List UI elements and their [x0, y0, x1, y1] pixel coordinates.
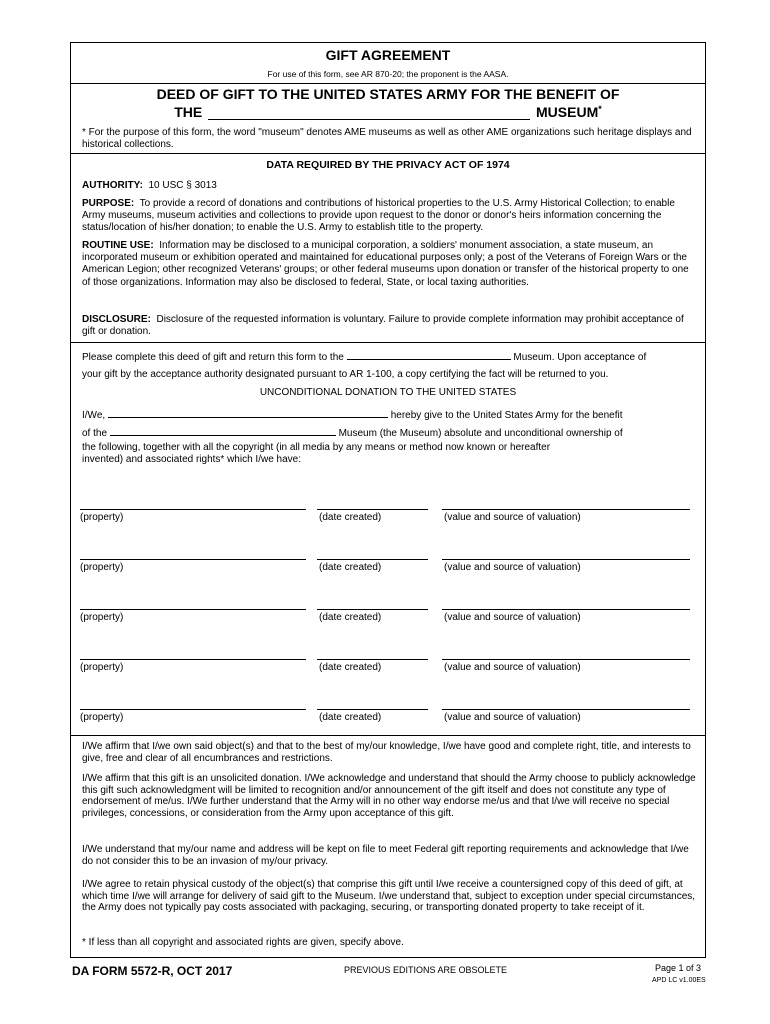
disclosure-text: DISCLOSURE: Disclosure of the requested information is voluntary. Failure to provide complete information may prohibit acceptance of gift or donation.: [82, 314, 684, 338]
donor-name-field[interactable]: [108, 406, 388, 418]
date-label: (date created): [319, 712, 382, 723]
affirm-unsolicited: I/We affirm that this gift is an unsolicited donation. I/We acknowledge and understand that should the Army choose to publicly acknowledge this gift such acknowledgment will be limited to recognition and/or announcement of the gift itself and does not constitute any type of endorsement of me/us. I/We further understand that the Army will in no other way endorse me/us and that I/we will receive no special privileges, concessions, or consideration from the Army upon acceptance of this gift.: [82, 773, 696, 819]
valuation-field[interactable]: [442, 709, 690, 710]
property-label: (property): [80, 712, 124, 723]
donor-paragraph: I/We, hereby give to the United States Army for the benefit of the Museum (the Museum) absolute and unconditional ownership of the following, together with all the copyright (in all media by any means or method now known or hereafter invented) and associated rights* which I/we have:: [82, 406, 695, 466]
valuation-label: (value and source of valuation): [444, 612, 581, 623]
divider: [71, 153, 705, 154]
valuation-label: (value and source of valuation): [444, 512, 581, 523]
date-created-field[interactable]: [317, 509, 428, 510]
property-field[interactable]: [80, 659, 306, 660]
date-created-field[interactable]: [317, 559, 428, 560]
purpose-text: PURPOSE: To provide a record of donations and contributions of historical properties to the U.S. Army Historical Collection; to enable Army museums, museum activities and collections to provide upon request to the donor or donor's heirs information concerning the status/location of his/her donation; to enable the U.S. Army to establish title to the property.: [82, 198, 675, 234]
date-created-field[interactable]: [317, 609, 428, 610]
valuation-field[interactable]: [442, 659, 690, 660]
valuation-field[interactable]: [442, 609, 690, 610]
date-label: (date created): [319, 512, 382, 523]
date-created-field[interactable]: [317, 659, 428, 660]
affirm-privacy: I/We understand that my/our name and address will be kept on file to meet Federal gift reporting requirements and acknowledge that I/we do not consider this to be an invasion of my/our privacy.: [82, 844, 689, 867]
valuation-label: (value and source of valuation): [444, 562, 581, 573]
affirm-custody: I/We agree to retain physical custody of the object(s) that comprise this gift until I/we receive a countersigned copy of this deed of gift, at which time I/we will arrange for delivery of said gift to the Museum. I/we understand that, subject to exception under special circumstances, the Army does not typically pay costs associated with packaging, securing, or transporting donated property to take receipt of it.: [82, 879, 696, 913]
form-subtitle: For use of this form, see AR 870-20; the proponent is the AASA.: [267, 69, 509, 79]
date-label: (date created): [319, 562, 382, 573]
form-id: DA FORM 5572-R, OCT 2017: [72, 964, 233, 978]
previous-editions: PREVIOUS EDITIONS ARE OBSOLETE: [344, 965, 508, 975]
property-field[interactable]: [80, 559, 306, 560]
property-field[interactable]: [80, 709, 306, 710]
deed-heading-line2: [71, 104, 705, 120]
form-title: GIFT AGREEMENT: [325, 47, 451, 63]
copyright-note: * If less than all copyright and associated rights are given, specify above.: [82, 937, 404, 948]
instruction-text: Please complete this deed of gift and return this form to the Museum. Upon acceptance of your gift by the acceptance authority designated pursuant to AR 1-100, a copy certifying the fact will be returned to you.: [82, 348, 699, 383]
deed-heading-line1: DEED OF GIFT TO THE UNITED STATES ARMY FOR THE BENEFIT OF: [156, 86, 620, 102]
property-label: (property): [80, 512, 124, 523]
deed-museum: MUSEUM: [536, 104, 599, 120]
divider: [71, 342, 705, 343]
valuation-label: (value and source of valuation): [444, 662, 581, 673]
gift-agreement-form: [70, 42, 706, 958]
property-label: (property): [80, 612, 124, 623]
date-label: (date created): [319, 612, 382, 623]
privacy-heading: DATA REQUIRED BY THE PRIVACY ACT OF 1974: [266, 159, 510, 171]
valuation-field[interactable]: [442, 509, 690, 510]
date-created-field[interactable]: [317, 709, 428, 710]
property-field[interactable]: [80, 509, 306, 510]
routine-use-text: ROUTINE USE: Information may be disclosed to a municipal corporation, a soldiers' monument association, a state museum, an incorporated museum or exhibition operated and maintained for educational purposes only; a post of the Veterans of Foreign Wars or the American Legion; other recognized Veterans' groups; or other federal museums upon donation or transfer of the historical property to one of those organizations. Information may also be disclosed to federal, State, or local taxing authorities.: [82, 240, 689, 288]
form-version: APD LC v1.00ES: [652, 977, 706, 984]
museum-note: * For the purpose of this form, the word "museum" denotes AME museums as well as other AME organizations such heritage displays and historical collections.: [82, 127, 692, 150]
deed-the: THE: [174, 104, 203, 120]
property-label: (property): [80, 662, 124, 673]
donation-heading: UNCONDITIONAL DONATION TO THE UNITED STATES: [259, 387, 517, 398]
museum-name-field[interactable]: [208, 105, 530, 120]
date-label: (date created): [319, 662, 382, 673]
divider: [71, 735, 705, 736]
property-label: (property): [80, 562, 124, 573]
return-museum-field[interactable]: [347, 348, 511, 360]
deed-star: *: [598, 104, 602, 114]
divider: [71, 83, 705, 84]
affirm-ownership: I/We affirm that I/we own said object(s) and that to the best of my/our knowledge, I/we have good and complete right, title, and interests to give, free and clear of all encumbrances and restrictions.: [82, 741, 691, 764]
valuation-label: (value and source of valuation): [444, 712, 581, 723]
valuation-field[interactable]: [442, 559, 690, 560]
page-number: Page 1 of 3: [655, 963, 702, 973]
property-field[interactable]: [80, 609, 306, 610]
authority-text: AUTHORITY: 10 USC § 3013: [82, 180, 217, 191]
benefit-museum-field[interactable]: [110, 424, 336, 436]
